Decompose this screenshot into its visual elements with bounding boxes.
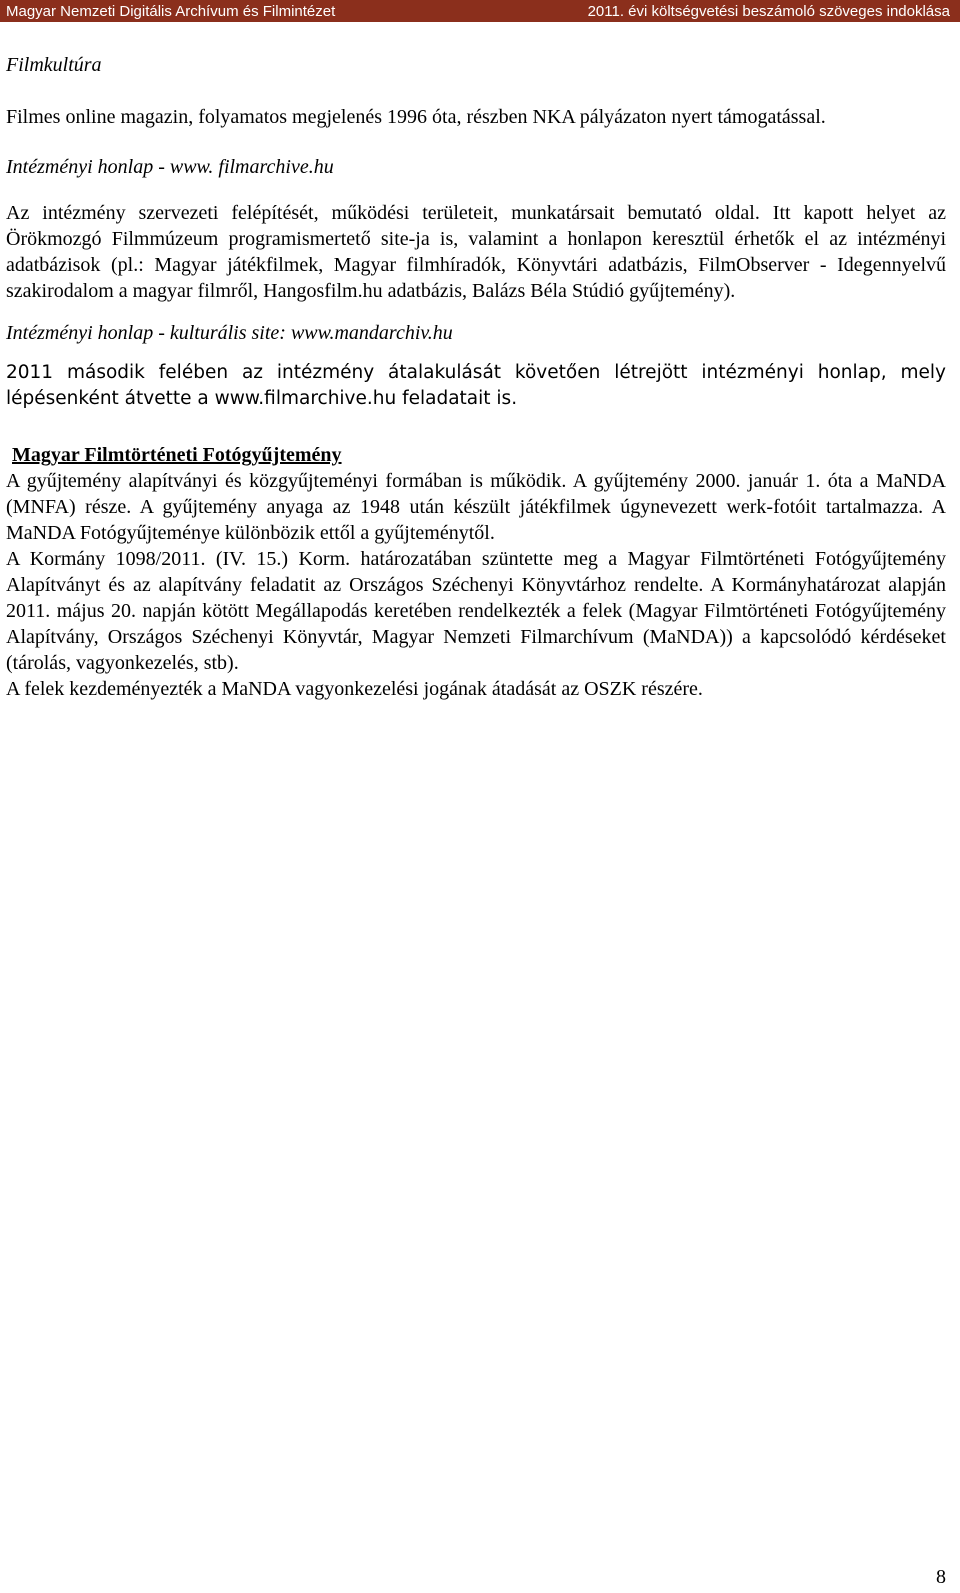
page-header	[0, 0, 960, 22]
header-left-title: Magyar Nemzeti Digitális Archívum és Filmintézet	[6, 2, 336, 20]
section-title-mandarchiv: Intézményi honlap - kulturális site: www.mandarchiv.hu	[6, 322, 453, 344]
fotogyujtemeny-paragraph-3: A felek kezdeményezték a MaNDA vagyonkezelési jogának átadását az OSZK részére.	[6, 678, 703, 700]
mandarchiv-body: 2011 második felében az intézmény átalakulását követően létrejött intézményi honlap, mely lépésenként átvette a www.filmarchive.hu feladatait is.	[6, 362, 946, 409]
filmarchive-body: Az intézmény szervezeti felépítését, működési területeit, munkatársait bemutató oldal. Itt kapott helyet az Örökmozgó Filmmúzeum programismertető site-ja is, valamint a honlapon keresztül érhetők el az intézményi adatbázisok (pl.: Magyar játékfilmek, Magyar filmhíradók, Könyvtári adatbázis, FilmObserver - Idegennyelvű szakirodalom a magyar filmről, Hangosfilm.hu adatbázis, Balázs Béla Stúdió gyűjtemény).	[6, 202, 946, 302]
section-title-filmarchive: Intézményi honlap - www. filmarchive.hu	[6, 156, 334, 178]
fotogyujtemeny-paragraph-2: A Kormány 1098/2011. (IV. 15.) Korm. határozatában szüntette meg a Magyar Filmtörténeti Fotógyűjtemény Alapítványt és az alapítvány feladatit az Országos Széchenyi Könyvtárhoz rendelte. A Kormányhatározat alapján 2011. május 20. napján kötött Megállapodás keretében rendelkezték a felek (Magyar Filmtörténeti Fotógyűjtemény Alapítvány, Országos Széchenyi Könyvtár, Magyar Nemzeti Filmarchívum (MaNDA)) a kapcsolódó kérdéseket (tárolás, vagyonkezelés, stb).	[6, 548, 946, 674]
header-right-title: 2011. évi költségvetési beszámoló szöveges indoklása	[587, 2, 950, 20]
document-body	[6, 52, 946, 702]
section-title-filmkultura: Filmkultúra	[6, 54, 102, 76]
page-number: 8	[936, 1566, 946, 1588]
fotogyujtemeny-paragraph-1: A gyűjtemény alapítványi és közgyűjteményi formában is működik. A gyűjtemény 2000. január 1. óta a MaNDA (MNFA) része. A gyűjtemény anyaga az 1948 után készült játékfilmek úgynevezett werk-fotóit tartalmazza. A MaNDA Fotógyűjteménye különbözik ettől a gyűjteménytől.	[6, 470, 946, 544]
filmkultura-body: Filmes online magazin, folyamatos megjelenés 1996 óta, részben NKA pályázaton nyert támogatással.	[6, 106, 826, 128]
section-title-fotogyujtemeny: Magyar Filmtörténeti Fotógyűjtemény	[12, 444, 342, 466]
